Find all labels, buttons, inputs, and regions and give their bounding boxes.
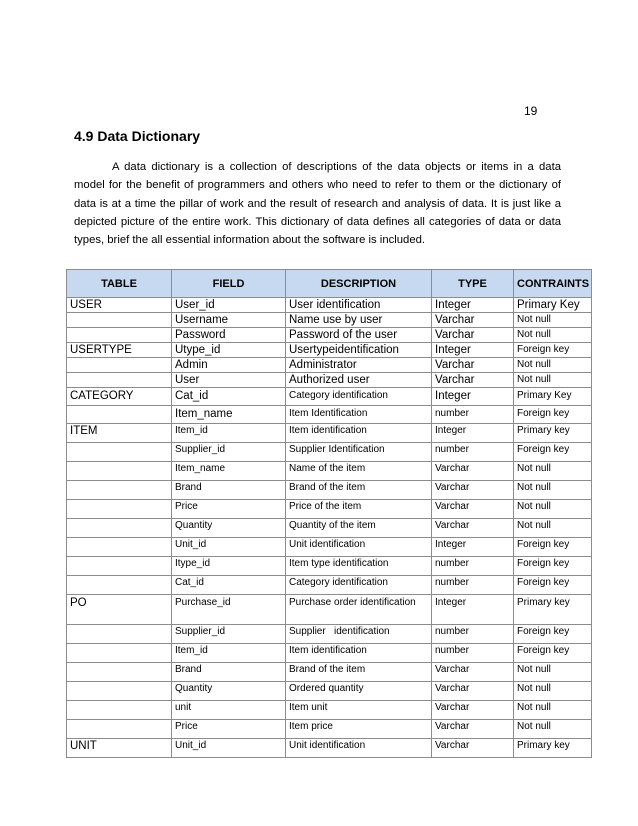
constraint-cell: Not null <box>514 373 592 388</box>
table-row <box>67 462 592 481</box>
type-cell: number <box>432 557 514 576</box>
data-dictionary-table <box>66 269 592 758</box>
field-cell: Brand <box>172 481 286 500</box>
field-cell: Quantity <box>172 682 286 701</box>
constraint-cell: Primary key <box>514 424 592 443</box>
field-cell: User_id <box>172 298 286 313</box>
table-row <box>67 406 592 424</box>
table-row <box>67 358 592 373</box>
table-row <box>67 595 592 625</box>
type-cell: Integer <box>432 343 514 358</box>
constraint-cell: Foreign key <box>514 576 592 595</box>
table-name-cell <box>67 701 172 720</box>
table-row <box>67 701 592 720</box>
field-cell: Supplier_id <box>172 443 286 462</box>
field-cell: Purchase_id <box>172 595 286 625</box>
type-cell: number <box>432 406 514 424</box>
table-row <box>67 557 592 576</box>
description-cell: Ordered quantity <box>286 682 432 701</box>
field-cell: Unit_id <box>172 538 286 557</box>
constraint-cell: Primary Key <box>514 388 592 406</box>
constraint-cell: Not null <box>514 500 592 519</box>
constraint-cell: Not null <box>514 720 592 739</box>
table-name-cell <box>67 328 172 343</box>
type-cell: Varchar <box>432 358 514 373</box>
description-cell: Supplier Identification <box>286 443 432 462</box>
type-cell: Varchar <box>432 739 514 758</box>
type-cell: Varchar <box>432 682 514 701</box>
table-row <box>67 625 592 644</box>
field-cell: Unit_id <box>172 739 286 758</box>
description-cell: Authorized user <box>286 373 432 388</box>
table-row <box>67 644 592 663</box>
description-cell: Unit identification <box>286 538 432 557</box>
table-name-cell <box>67 406 172 424</box>
field-cell: Price <box>172 720 286 739</box>
constraint-cell: Not null <box>514 663 592 682</box>
table-header-row <box>67 270 592 298</box>
field-cell: Cat_id <box>172 388 286 406</box>
constraint-cell: Foreign key <box>514 625 592 644</box>
table-name-cell: USERTYPE <box>67 343 172 358</box>
table-row <box>67 313 592 328</box>
table-row <box>67 739 592 758</box>
section-heading: 4.9 Data Dictionary <box>74 128 201 144</box>
table-name-cell: CATEGORY <box>67 388 172 406</box>
type-cell: number <box>432 644 514 663</box>
table-name-cell <box>67 500 172 519</box>
description-cell: Password of the user <box>286 328 432 343</box>
constraint-cell: Foreign key <box>514 538 592 557</box>
table-row <box>67 538 592 557</box>
field-cell: Quantity <box>172 519 286 538</box>
header-table: TABLE <box>67 270 172 298</box>
constraint-cell: Not null <box>514 701 592 720</box>
description-cell: Category identification <box>286 388 432 406</box>
type-cell: Varchar <box>432 373 514 388</box>
description-cell: Name of the item <box>286 462 432 481</box>
field-cell: Cat_id <box>172 576 286 595</box>
field-cell: Password <box>172 328 286 343</box>
description-cell: Item unit <box>286 701 432 720</box>
field-cell: unit <box>172 701 286 720</box>
field-cell: Item_id <box>172 424 286 443</box>
description-cell: User identification <box>286 298 432 313</box>
constraint-cell: Not null <box>514 462 592 481</box>
intro-paragraph: A data dictionary is a collection of descriptions of the data objects or items in a data model for the benefit of programmers and others who need to refer to them or the dictionary of data is at a time the pillar of work and the result of research and analysis of data. It is just like a depicted picture of the entire work. This dictionary of data defines all categories of data or data types, brief the all essential information about the software is included. <box>74 161 561 247</box>
type-cell: Varchar <box>432 481 514 500</box>
table-name-cell <box>67 481 172 500</box>
field-cell: Brand <box>172 663 286 682</box>
field-cell: Item_name <box>172 462 286 481</box>
constraint-cell: Not null <box>514 519 592 538</box>
table-row <box>67 328 592 343</box>
table-name-cell: UNIT <box>67 739 172 758</box>
description-cell: Brand of the item <box>286 481 432 500</box>
table-row <box>67 519 592 538</box>
constraint-cell: Not null <box>514 328 592 343</box>
description-cell: Administrator <box>286 358 432 373</box>
description-cell: Brand of the item <box>286 663 432 682</box>
constraint-cell: Foreign key <box>514 443 592 462</box>
field-cell: Admin <box>172 358 286 373</box>
table-name-cell <box>67 443 172 462</box>
table-row <box>67 343 592 358</box>
constraint-cell: Foreign key <box>514 343 592 358</box>
type-cell: Integer <box>432 595 514 625</box>
header-description: DESCRIPTION <box>286 270 432 298</box>
type-cell: Integer <box>432 538 514 557</box>
table-name-cell <box>67 625 172 644</box>
field-cell: Itype_id <box>172 557 286 576</box>
table-row <box>67 682 592 701</box>
type-cell: Varchar <box>432 663 514 682</box>
header-constraints: CONTRAINTS <box>514 270 592 298</box>
table-name-cell <box>67 720 172 739</box>
table-name-cell <box>67 538 172 557</box>
description-cell: Category identification <box>286 576 432 595</box>
table-name-cell <box>67 313 172 328</box>
constraint-cell: Foreign key <box>514 644 592 663</box>
table-row <box>67 500 592 519</box>
table-name-cell <box>67 663 172 682</box>
description-cell: Supplier identification <box>286 625 432 644</box>
table-row <box>67 298 592 313</box>
table-name-cell <box>67 519 172 538</box>
description-cell: Purchase order identification <box>286 595 432 625</box>
table-name-cell <box>67 576 172 595</box>
type-cell: number <box>432 443 514 462</box>
type-cell: Varchar <box>432 462 514 481</box>
type-cell: Varchar <box>432 720 514 739</box>
table-row <box>67 481 592 500</box>
header-type: TYPE <box>432 270 514 298</box>
constraint-cell: Foreign key <box>514 406 592 424</box>
constraint-cell: Not null <box>514 358 592 373</box>
table-row <box>67 443 592 462</box>
table-row <box>67 663 592 682</box>
table-name-cell <box>67 373 172 388</box>
table-name-cell: PO <box>67 595 172 625</box>
header-field: FIELD <box>172 270 286 298</box>
table-row <box>67 720 592 739</box>
table-name-cell: ITEM <box>67 424 172 443</box>
description-cell: Item price <box>286 720 432 739</box>
field-cell: Supplier_id <box>172 625 286 644</box>
field-cell: Utype_id <box>172 343 286 358</box>
type-cell: Varchar <box>432 519 514 538</box>
type-cell: Varchar <box>432 701 514 720</box>
constraint-cell: Primary key <box>514 595 592 625</box>
constraint-cell: Not null <box>514 481 592 500</box>
constraint-cell: Not null <box>514 313 592 328</box>
constraint-cell: Not null <box>514 682 592 701</box>
table-name-cell <box>67 557 172 576</box>
description-cell: Item identification <box>286 424 432 443</box>
type-cell: Varchar <box>432 328 514 343</box>
table-row <box>67 388 592 406</box>
constraint-cell: Foreign key <box>514 557 592 576</box>
table-name-cell <box>67 644 172 663</box>
type-cell: Varchar <box>432 313 514 328</box>
table-name-cell <box>67 682 172 701</box>
constraint-cell: Primary Key <box>514 298 592 313</box>
description-cell: Item type identification <box>286 557 432 576</box>
field-cell: User <box>172 373 286 388</box>
field-cell: Username <box>172 313 286 328</box>
field-cell: Item_name <box>172 406 286 424</box>
table-name-cell <box>67 462 172 481</box>
description-cell: Usertypeidentification <box>286 343 432 358</box>
field-cell: Item_id <box>172 644 286 663</box>
table-name-cell: USER <box>67 298 172 313</box>
description-cell: Unit identification <box>286 739 432 758</box>
type-cell: Integer <box>432 388 514 406</box>
type-cell: number <box>432 625 514 644</box>
type-cell: Integer <box>432 298 514 313</box>
page-number: 19 <box>524 104 538 118</box>
description-cell: Item identification <box>286 644 432 663</box>
table-row <box>67 576 592 595</box>
description-cell: Quantity of the item <box>286 519 432 538</box>
description-cell: Name use by user <box>286 313 432 328</box>
table-row <box>67 373 592 388</box>
field-cell: Price <box>172 500 286 519</box>
constraint-cell: Primary key <box>514 739 592 758</box>
type-cell: Varchar <box>432 500 514 519</box>
type-cell: Integer <box>432 424 514 443</box>
table-name-cell <box>67 358 172 373</box>
type-cell: number <box>432 576 514 595</box>
description-cell: Price of the item <box>286 500 432 519</box>
description-cell: Item Identification <box>286 406 432 424</box>
table-row <box>67 424 592 443</box>
